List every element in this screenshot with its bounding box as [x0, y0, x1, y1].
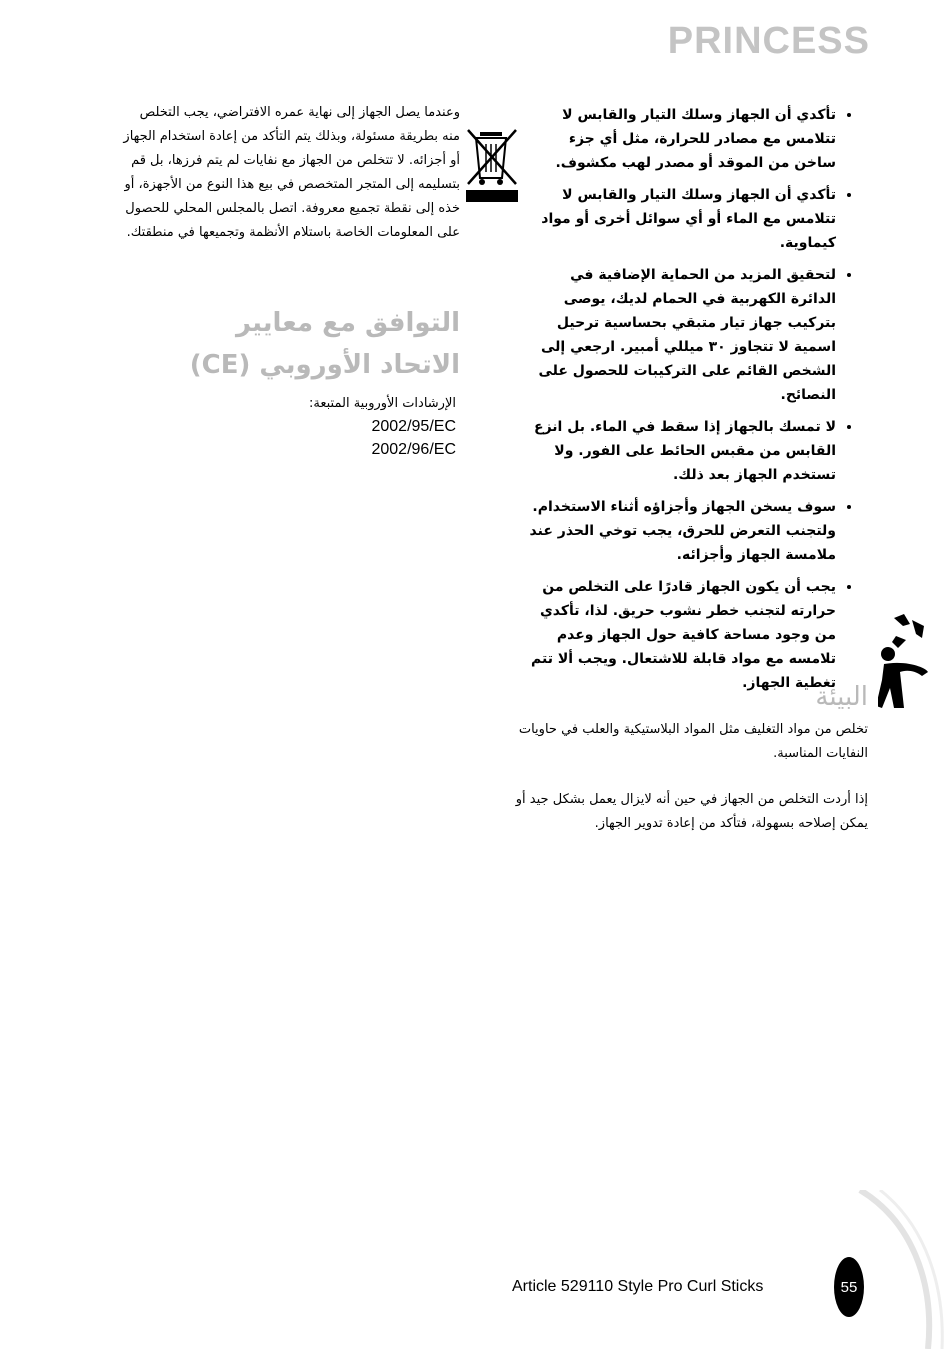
safety-list	[528, 103, 858, 695]
disposal-section	[120, 101, 460, 245]
environment-paragraph: إذا أردت التخلص من الجهاز في حين أنه لايزال يعمل بشكل جيد أو يمكن إصلاحه بسهولة، فتأكد من إعادة تدوير الجهاز.	[515, 792, 868, 831]
ce-title: التوافق مع معايير الاتحاد الأوروبي (CE)	[189, 308, 460, 380]
princess-logo	[668, 20, 870, 63]
environment-title: البيئة	[815, 682, 868, 712]
recycling-person-icon	[878, 612, 930, 712]
brand-name: PRINCESS	[667, 20, 870, 62]
crossed-bin-icon	[466, 128, 518, 202]
directives-label: الإرشادات الأوروبية المتبعة:	[309, 396, 456, 411]
safety-column	[528, 103, 858, 703]
directive-item: 2002/96/EC	[371, 441, 456, 458]
environment-paragraph: تخلص من مواد التغليف مثل المواد البلاستيكية والعلب في حاويات النفايات المناسبة.	[518, 722, 868, 761]
safety-item: • تأكدي أن الجهاز وسلك التيار والقابس لا تتلامس مع مصادر للحرارة، مثل أي جزء ساخن من الموقد أو مصدر لهب مكشوف.	[528, 103, 836, 175]
safety-item: • تأكدي أن الجهاز وسلك التيار والقابس لا تتلامس مع الماء أو أي سوائل أخرى أو مواد كيماوية.	[528, 183, 836, 255]
safety-item: • يجب أن يكون الجهاز قادرًا على التخلص من حرارته لتجنب خطر نشوب حريق. لذا، تأكدي من وجود مساحة كافية حول الجهاز وعدم تلامسه مع مواد قابلة للاشتعال. ويجب ألا تتم تغطية الجهاز.	[528, 575, 836, 695]
page-number: 55	[834, 1257, 864, 1317]
article-footer: Article 529110 Style Pro Curl Sticks	[512, 1278, 764, 1295]
safety-item: • سوف يسخن الجهاز وأجزاؤه أثناء الاستخدام. ولتجنب التعرض للحرق، يجب توخي الحذر عند ملامسة الجهاز وأجزائه.	[528, 495, 836, 567]
safety-item: • لتحقيق المزيد من الحماية الإضافية في الدائرة الكهربية في الحمام لديك، يوصى بتركيب جهاز تيار متبقي بحساسية ترحيل اسمية لا تتجاوز ٣٠ ميللي أمبير. ارجعي إلى الشخص القائم على التركيبات للحصول على النصائح.	[528, 263, 836, 407]
directive-item: 2002/95/EC	[371, 418, 456, 435]
safety-item: • لا تمسك بالجهاز إذا سقط في الماء. بل انزع القابس من مقبس الحائط على الفور. ولا تستخدم الجهاز بعد ذلك.	[528, 415, 836, 487]
disposal-paragraph: وعندما يصل الجهاز إلى نهاية عمره الافتراضي، يجب التخلص منه بطريقة مسئولة، وبذلك يتم التأكد من إعادة استخدام الجهاز أو أجزائه. لا تتخلص من الجهاز مع نفايات لم يتم فرزها، بل قم بتسليمه إلى المتجر المتخصص في بيع هذا النوع من الأجهزة، أو خذه إلى نقطة تجميع معروفة. اتصل بالمجلس المحلي للحصول على المعلومات الخاصة باستلام الأنظمة وتجميعها في منطقتك.	[123, 105, 460, 240]
environment-section	[508, 682, 868, 858]
